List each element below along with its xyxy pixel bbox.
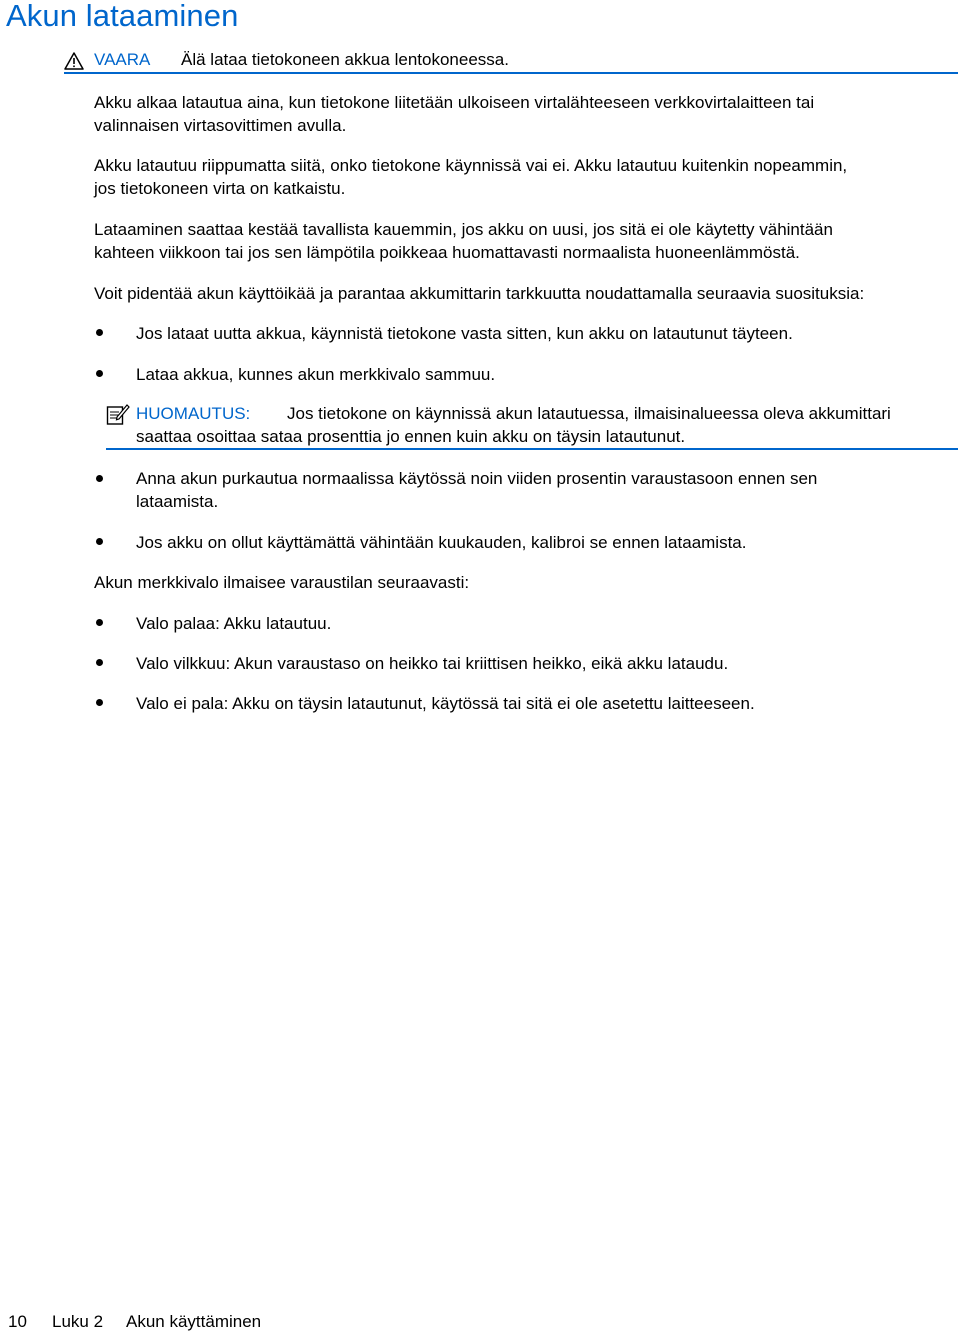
page-number: 10 — [8, 1312, 27, 1331]
footer-chapter-title: Akun käyttäminen — [126, 1312, 262, 1331]
footer-chapter: Luku 2 — [52, 1312, 104, 1331]
paragraph-line: valinnaisen virtasovittimen avulla. — [94, 116, 347, 135]
paragraph-line: kahteen viikkoon tai jos sen lämpötila poikkeaa huomattavasti normaalista huoneenlämmöstä. — [94, 243, 800, 262]
paragraph-line: Akku latautuu riippumatta siitä, onko tietokone käynnissä vai ei. Akku latautuu kuitenkin nopeammin, — [94, 156, 848, 175]
paragraph-line: Voit pidentää akun käyttöikää ja parantaa akkumittarin tarkkuutta noudattamalla seuraavia suosituksia: — [94, 284, 865, 303]
note-text: Jos tietokone on käynnissä akun latautuessa, ilmaisinalueessa oleva akkumittari — [287, 404, 891, 423]
paragraph-line: jos tietokoneen virta on katkaistu. — [94, 179, 346, 198]
paragraph-line: Lataaminen saattaa kestää tavallista kauemmin, jos akku on uusi, jos sitä ei ole käytetty vähintään — [94, 220, 833, 239]
bullet-icon — [96, 329, 103, 336]
note-notice — [106, 402, 958, 450]
paragraph-line: Akun merkkivalo ilmaisee varaustilan seuraavasti: — [94, 573, 470, 592]
list-item: Jos akku on ollut käyttämättä vähintään kuukauden, kalibroi se ennen lataamista. — [136, 533, 747, 552]
page-title: Akun lataaminen — [6, 0, 239, 33]
list-item: Lataa akkua, kunnes akun merkkivalo sammuu. — [136, 365, 496, 384]
warning-label: VAARA — [94, 50, 151, 69]
list-item: Anna akun purkautua normaalissa käytössä noin viiden prosentin varaustasoon ennen sen — [136, 469, 818, 488]
list-item: Valo vilkkuu: Akun varaustaso on heikko tai kriittisen heikko, eikä akku lataudu. — [136, 654, 729, 673]
list-item: Valo ei pala: Akku on täysin latautunut, käytössä tai sitä ei ole asetettu laitteeseen. — [136, 694, 755, 713]
bullet-icon — [96, 699, 103, 706]
list-item: Jos lataat uutta akkua, käynnistä tietokone vasta sitten, kun akku on latautunut täyteen. — [136, 324, 793, 343]
bullet-icon — [96, 659, 103, 666]
paragraph-line: Akku alkaa latautua aina, kun tietokone liitetään ulkoiseen virtalähteeseen verkkovirtalaitteen tai — [94, 93, 815, 112]
list-item: Valo palaa: Akku latautuu. — [136, 614, 332, 633]
bullet-icon — [96, 370, 103, 377]
warning-triangle-icon — [64, 52, 84, 75]
warning-text: Älä lataa tietokoneen akkua lentokoneessa. — [181, 50, 509, 69]
note-label: HUOMAUTUS: — [136, 404, 251, 423]
warning-notice — [64, 46, 958, 74]
list-item: lataamista. — [136, 492, 219, 511]
bullet-icon — [96, 475, 103, 482]
bullet-icon — [96, 619, 103, 626]
note-pencil-icon — [106, 403, 130, 430]
bullet-icon — [96, 538, 103, 545]
note-text: saattaa osoittaa sataa prosenttia jo ennen kuin akku on täysin latautunut. — [136, 427, 686, 446]
